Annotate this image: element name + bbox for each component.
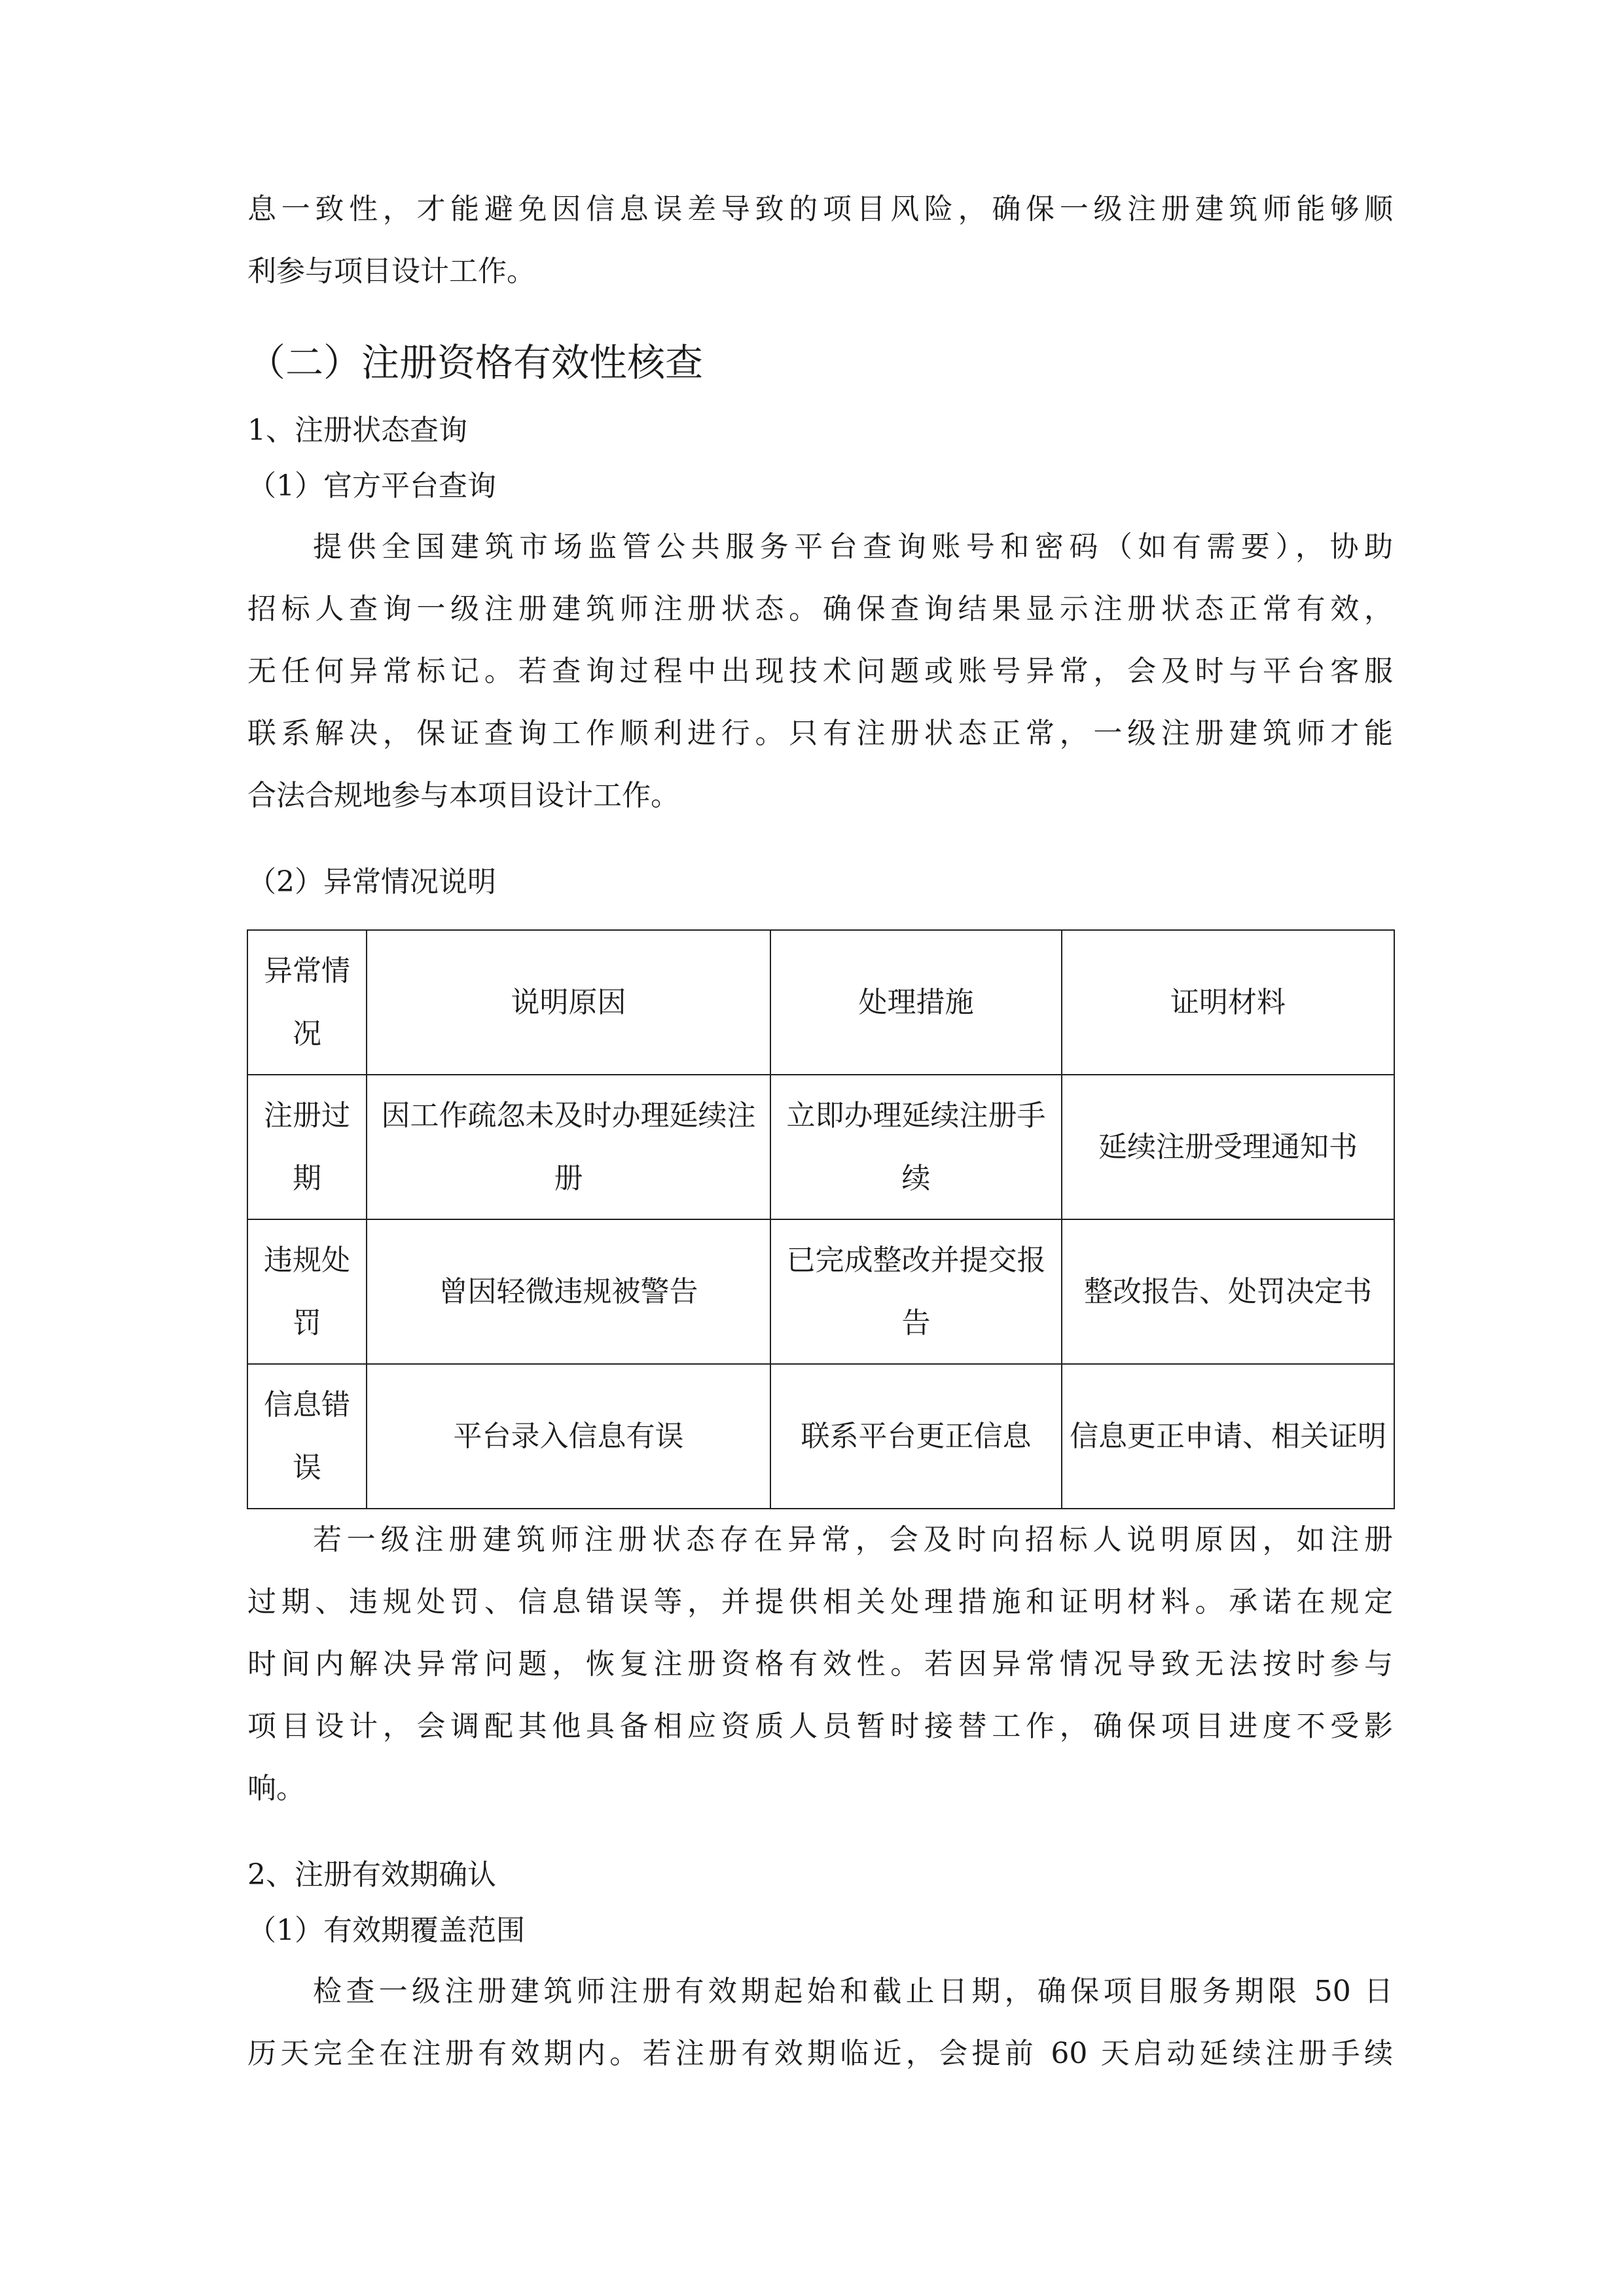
table-header-row bbox=[247, 930, 1394, 1075]
part-heading-1-1: （1）官方平台查询 bbox=[247, 469, 496, 503]
part-heading-2-1: （1）有效期覆盖范围 bbox=[247, 1914, 525, 1947]
table-row bbox=[247, 1219, 1394, 1364]
table-cell: 立即办理延续注册手续 bbox=[770, 1075, 1062, 1219]
paragraph-line: 无任何异常标记。若查询过程中出现技术问题或账号异常，会及时与平台客服 bbox=[247, 655, 1393, 688]
table-header-cell: 异常情况 bbox=[247, 930, 367, 1075]
intro-line-1: 息一致性，才能避免因信息误差导致的项目风险，确保一级注册建筑师能够顺 bbox=[247, 192, 1393, 226]
paragraph-line: 检查一级注册建筑师注册有效期起始和截止日期，确保项目服务期限 50 日 bbox=[313, 1975, 1393, 2008]
table-cell: 因工作疏忽未及时办理延续注册 bbox=[367, 1075, 770, 1219]
paragraph-line: 提供全国建筑市场监管公共服务平台查询账号和密码（如有需要），协助 bbox=[313, 530, 1393, 564]
table-cell: 曾因轻微违规被警告 bbox=[367, 1219, 770, 1364]
table-cell: 平台录入信息有误 bbox=[367, 1364, 770, 1509]
table-header-cell: 说明原因 bbox=[367, 930, 770, 1075]
table-cell: 联系平台更正信息 bbox=[770, 1364, 1062, 1509]
table-cell: 违规处罚 bbox=[247, 1219, 367, 1364]
table-cell: 信息错误 bbox=[247, 1364, 367, 1509]
subsection-heading-2: 2、注册有效期确认 bbox=[247, 1858, 496, 1892]
paragraph-line: 若一级注册建筑师注册状态存在异常，会及时向招标人说明原因，如注册 bbox=[313, 1523, 1393, 1556]
table-cell: 注册过期 bbox=[247, 1075, 367, 1219]
table-cell: 信息更正申请、相关证明 bbox=[1062, 1364, 1394, 1509]
table-row bbox=[247, 1075, 1394, 1219]
table-cell: 延续注册受理通知书 bbox=[1062, 1075, 1394, 1219]
paragraph-line: 项目设计，会调配其他具备相应资质人员暂时接替工作，确保项目进度不受影 bbox=[247, 1710, 1393, 1743]
paragraph-line: 时间内解决异常问题，恢复注册资格有效性。若因异常情况导致无法按时参与 bbox=[247, 1647, 1393, 1681]
paragraph-line: 历天完全在注册有效期内。若注册有效期临近，会提前 60 天启动延续注册手续 bbox=[247, 2037, 1393, 2070]
table-cell: 已完成整改并提交报告 bbox=[770, 1219, 1062, 1364]
table-header-cell: 处理措施 bbox=[770, 930, 1062, 1075]
table-row bbox=[247, 1364, 1394, 1509]
subsection-heading-1: 1、注册状态查询 bbox=[247, 414, 467, 447]
part-heading-1-2: （2）异常情况说明 bbox=[247, 865, 496, 899]
table-cell: 整改报告、处罚决定书 bbox=[1062, 1219, 1394, 1364]
section-heading: （二）注册资格有效性核查 bbox=[247, 340, 704, 385]
paragraph-line: 合法合规地参与本项目设计工作。 bbox=[247, 779, 679, 812]
abnormal-situations-table bbox=[247, 929, 1395, 1509]
paragraph-line: 招标人查询一级注册建筑师注册状态。确保查询结果显示注册状态正常有效， bbox=[247, 592, 1393, 626]
paragraph-line: 响。 bbox=[247, 1772, 305, 1805]
paragraph-line: 联系解决，保证查询工作顺利进行。只有注册状态正常，一级注册建筑师才能 bbox=[247, 717, 1393, 750]
paragraph-line: 过期、违规处罚、信息错误等，并提供相关处理措施和证明材料。承诺在规定 bbox=[247, 1585, 1393, 1619]
table-header-cell: 证明材料 bbox=[1062, 930, 1394, 1075]
intro-line-2: 利参与项目设计工作。 bbox=[247, 255, 535, 288]
